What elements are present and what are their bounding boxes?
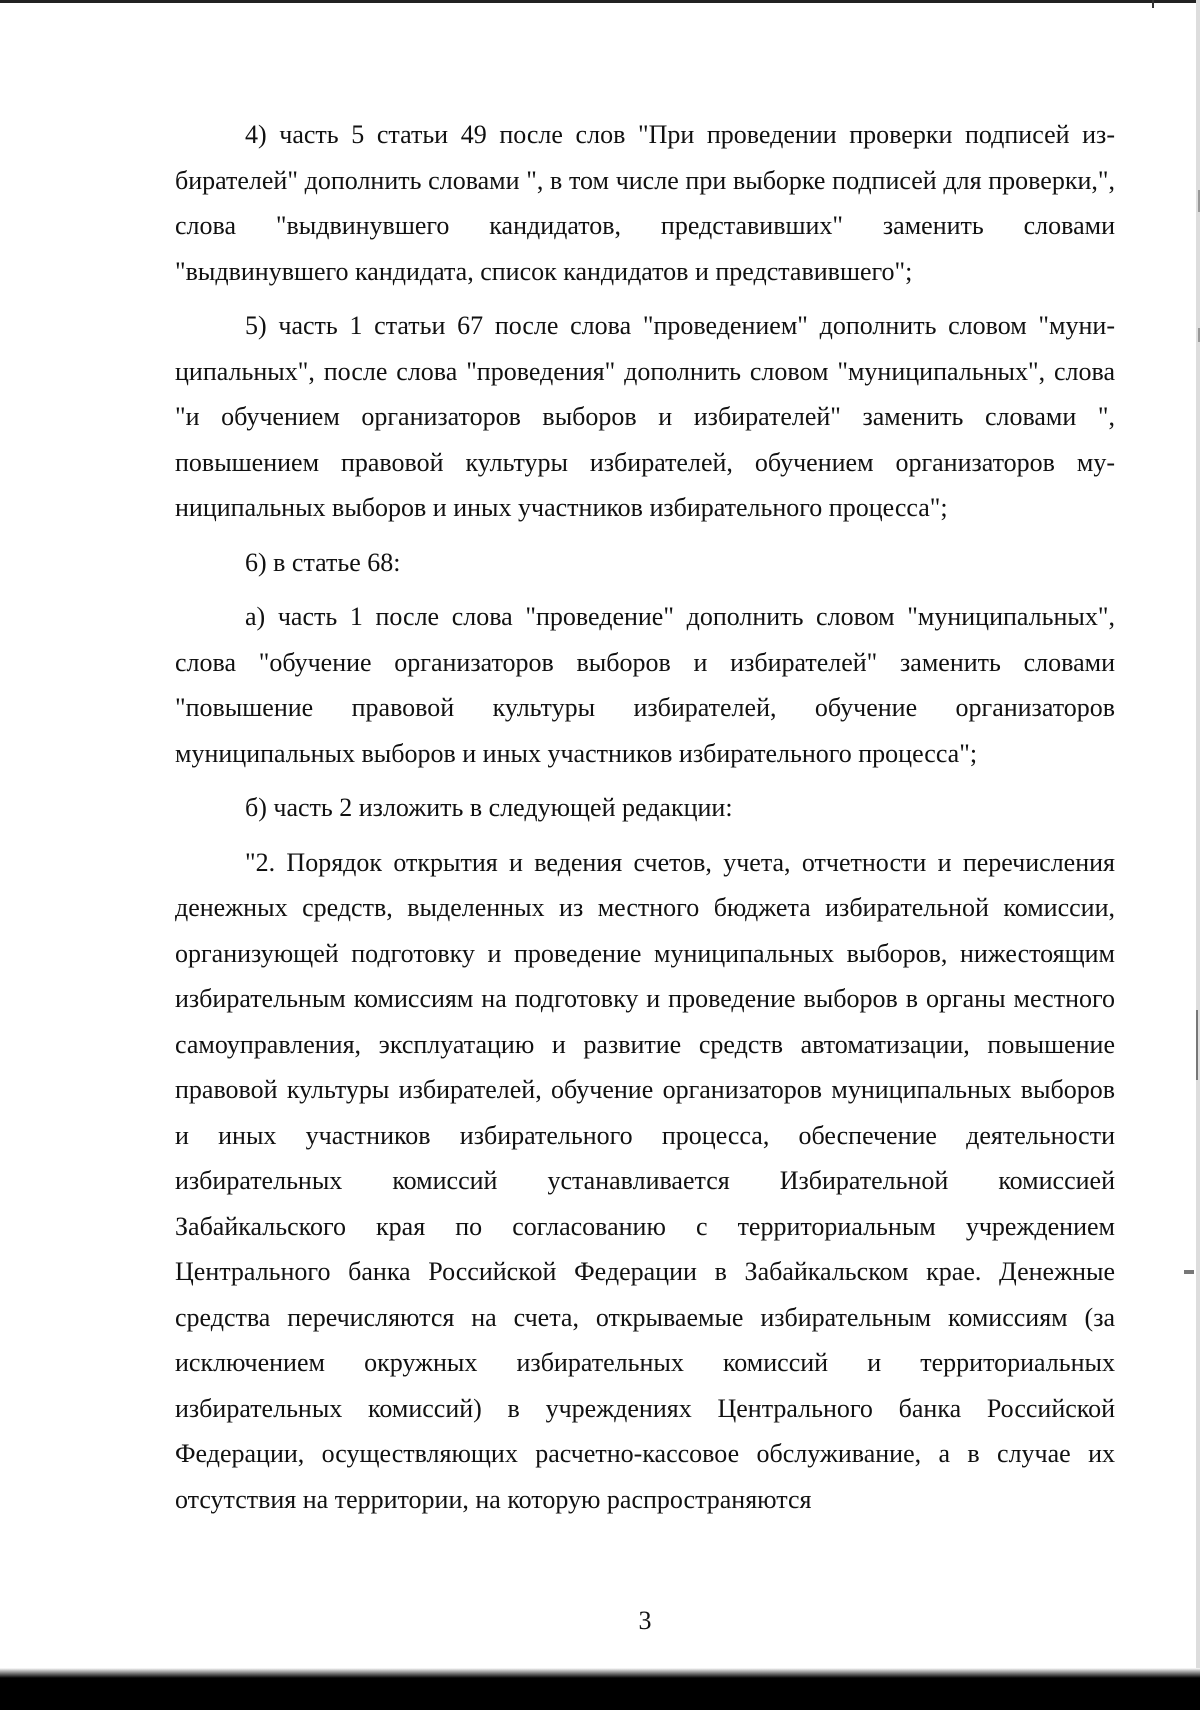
paragraph-item-4: 4) часть 5 статьи 49 после слов "При проведении проверки подписей избирателей" дополнить словами ", в том числе при выборке подписей для проверки,", слова "выдвинувшего кандидатов, представивших" заменить словами "выдвинувшего кандидата, список кандидатов и представившего"; xyxy=(175,120,1115,286)
scan-mark xyxy=(1184,1270,1194,1274)
scan-right-edge xyxy=(1196,0,1200,1710)
document-body xyxy=(175,112,1115,1531)
paragraph-subitem-a: а) часть 1 после слова "проведение" дополнить словом "муниципальных", слова "обучение организаторов выборов и избирателей" заменить словами "повышение правовой культуры избирателей, обучение организаторов муниципальных выборов и иных участников избирательного процесса"; xyxy=(175,602,1115,768)
paragraph-item-5: 5) часть 1 статьи 67 после слова "проведением" дополнить словом "муниципальных", после слова "проведения" дополнить словом "муниципальных", слова "и обучением организаторов выборов и избирателей" заменить словами ", повышением правовой культуры избирателей, обучением организаторов муниципальных выборов и иных участников избирательного процесса"; xyxy=(175,311,1115,522)
page-number: 3 xyxy=(638,1606,652,1635)
paragraph-new-part-2: "2. Порядок открытия и ведения счетов, учета, отчетности и перечисления денежных средств, выделенных из местного бюджета избирательной комиссии, организующей подготовку и проведение муниципальных выборов, нижестоящим избирательным комиссиям на подготовку и проведение выборов в органы местного самоуправления, эксплуатацию и развитие средств автоматизации, повышение правовой культуры избирателей, обучение организаторов муниципальных выборов и иных участников избирательного процесса, обеспечение деятельности избирательных комиссий устанавливается Избирательной комиссией Забайкальского края по согласованию с территориальным учреждением Центрального банка Российской Федерации в Забайкальском крае. Денежные средства перечисляются на счета, открываемые избирательным комиссиям (за исключением окружных избирательных комиссий и территориальных избирательных комиссий) в учреждениях Центрального банка Российской Федерации, осуществляющих расчетно-кассовое обслуживание, а в случае их отсутствия на территории, на которую распространяются xyxy=(175,847,1115,1514)
scan-top-tick xyxy=(1152,0,1154,8)
scan-bottom-bar xyxy=(0,1668,1200,1710)
scan-mark xyxy=(1196,1010,1198,1080)
scan-top-border xyxy=(0,0,1200,3)
paragraph-item-6: 6) в статье 68: xyxy=(245,547,401,577)
paragraph-subitem-b: б) часть 2 изложить в следующей редакции: xyxy=(245,793,733,822)
